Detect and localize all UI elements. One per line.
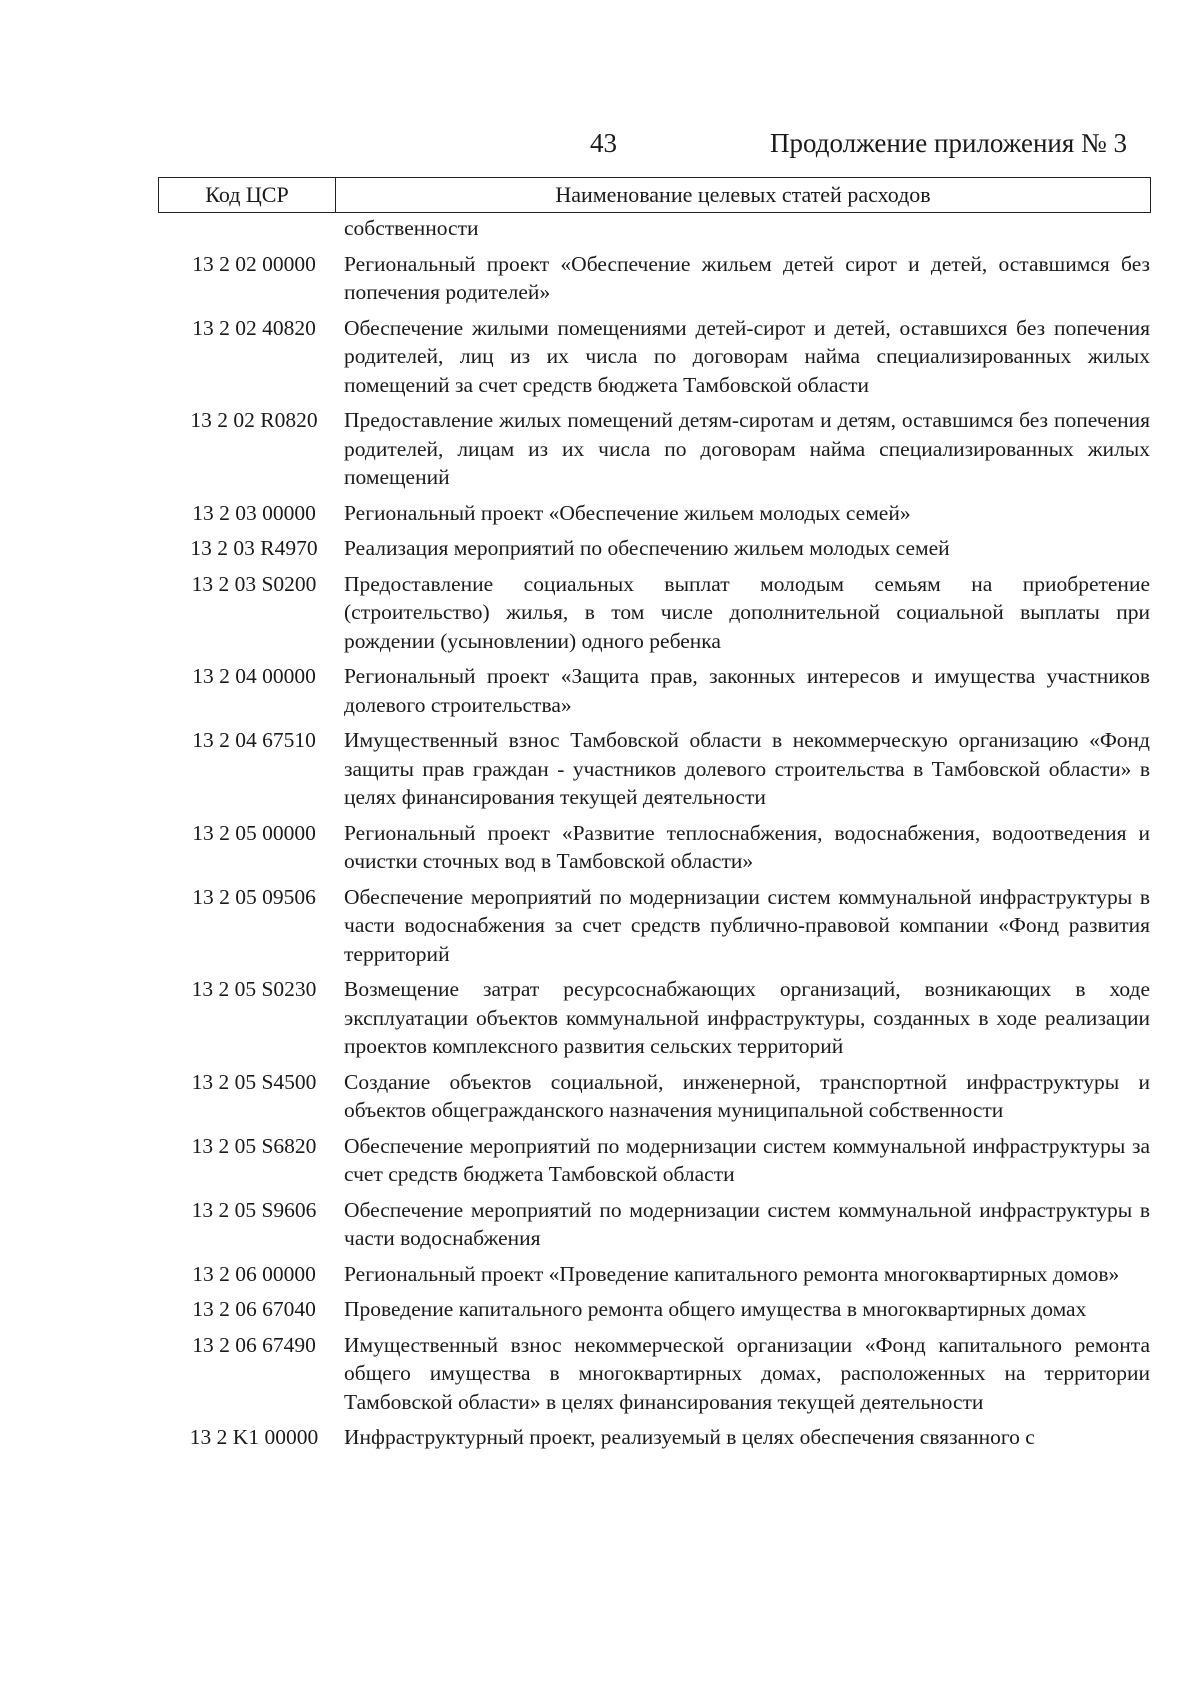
row-name: Обеспечение мероприятий по модернизации систем коммунальной инфраструктуры за счет средств бюджета Тамбовской области bbox=[344, 1133, 1150, 1186]
table-row bbox=[168, 975, 1150, 1061]
row-name: Создание объектов социальной, инженерной, транспортной инфраструктуры и объектов общегражданского назначения муниципальной собственности bbox=[344, 1069, 1150, 1122]
row-code: 13 2 05 S6820 bbox=[191, 1133, 317, 1158]
row-code: 13 2 05 00000 bbox=[192, 820, 316, 845]
row-code: 13 2 06 67040 bbox=[192, 1297, 316, 1321]
row-code: 13 2 K1 00000 bbox=[189, 1425, 319, 1449]
table-row bbox=[168, 1068, 1150, 1125]
row-code: 13 2 02 R0820 bbox=[190, 408, 318, 432]
row-name: Проведение капитального ремонта общего имущества в многоквартирных домах bbox=[344, 1297, 1087, 1321]
table-row bbox=[168, 1423, 1150, 1452]
row-code: 13 2 02 00000 bbox=[192, 251, 316, 276]
row-code: 13 2 05 S9606 bbox=[191, 1197, 317, 1222]
row-name: Предоставление жилых помещений детям-сиротам и детям, оставшимся без попечения родителей, лицам из их числа по договорам найма специализированных жилых помещений bbox=[344, 408, 1150, 489]
row-code: 13 2 05 S4500 bbox=[191, 1069, 317, 1094]
table-row bbox=[168, 1196, 1150, 1253]
table-body bbox=[168, 216, 1150, 1459]
table-row bbox=[168, 1260, 1150, 1289]
table-row bbox=[168, 883, 1150, 969]
row-name: Реализация мероприятий по обеспечению жильем молодых семей bbox=[344, 536, 950, 560]
row-name: Возмещение затрат ресурсоснабжающих организаций, возникающих в ходе эксплуатации объектов коммунальной инфраструктуры, созданных в ходе реализации проектов комплексного развития сельских территорий bbox=[344, 977, 1150, 1058]
table-row bbox=[168, 570, 1150, 656]
row-name: Имущественный взнос некоммерческой организации «Фонд капитального ремонта общего имущества в многоквартирных домах, расположенных на территории Тамбовской области» в целях финансирования текущей деятельности bbox=[344, 1332, 1150, 1414]
row-name: Региональный проект «Обеспечение жильем молодых семей» bbox=[344, 500, 911, 525]
row-name: Обеспечение жилыми помещениями детей-сирот и детей, оставшихся без попечения родителей, лиц из их числа по договорам найма специализированных жилых помещений за счет средств бюджета Тамбовской области bbox=[344, 315, 1150, 397]
row-name: собственности bbox=[344, 216, 479, 240]
row-code: 13 2 03 S0200 bbox=[191, 571, 317, 596]
table-header bbox=[158, 177, 1151, 213]
table-row bbox=[168, 726, 1150, 812]
page-number: 43 bbox=[590, 128, 617, 158]
header-code-column: Код ЦСР bbox=[159, 178, 336, 212]
row-name: Инфраструктурный проект, реализуемый в целях обеспечения связанного с bbox=[344, 1425, 1035, 1449]
row-name: Региональный проект «Проведение капитального ремонта многоквартирных домов» bbox=[344, 1261, 1120, 1286]
row-code: 13 2 05 09506 bbox=[192, 884, 316, 909]
row-name: Обеспечение мероприятий по модернизации систем коммунальной инфраструктуры в части водоснабжения за счет средств публично-правовой компании «Фонд развития территорий bbox=[344, 884, 1150, 966]
row-code: 13 2 02 40820 bbox=[192, 315, 316, 340]
table-row bbox=[168, 662, 1150, 719]
row-code: 13 2 06 67490 bbox=[192, 1332, 316, 1357]
row-code: 13 2 04 00000 bbox=[192, 664, 316, 688]
row-code: 13 2 03 00000 bbox=[192, 500, 316, 525]
table-row bbox=[168, 1331, 1150, 1417]
row-code bbox=[168, 216, 340, 243]
row-code: 13 2 06 00000 bbox=[192, 1261, 316, 1286]
row-name: Обеспечение мероприятий по модернизации систем коммунальной инфраструктуры в части водоснабжения bbox=[344, 1197, 1150, 1250]
table-row bbox=[168, 499, 1150, 528]
table-row bbox=[168, 819, 1150, 876]
table-row bbox=[168, 216, 1150, 243]
table-row bbox=[168, 406, 1150, 492]
row-name: Предоставление социальных выплат молодым семьям на приобретение (строительство) жилья, в том числе дополнительной социальной выплаты при рождении (усыновлении) одного ребенка bbox=[344, 571, 1150, 653]
table-row bbox=[168, 534, 1150, 563]
table-row bbox=[168, 1295, 1150, 1324]
table-row bbox=[168, 250, 1150, 307]
row-name: Региональный проект «Защита прав, законных интересов и имущества участников долевого строительства» bbox=[344, 664, 1150, 717]
table-row bbox=[168, 1132, 1150, 1189]
row-code: 13 2 04 67510 bbox=[192, 728, 316, 752]
continuation-title: Продолжение приложения № 3 bbox=[770, 128, 1128, 158]
table-row bbox=[168, 314, 1150, 400]
header-name-column: Наименование целевых статей расходов bbox=[555, 182, 931, 207]
row-code: 13 2 03 R4970 bbox=[190, 536, 318, 560]
row-name: Региональный проект «Обеспечение жильем детей сирот и детей, оставшимся без попечения родителей» bbox=[344, 251, 1150, 304]
row-name: Региональный проект «Развитие теплоснабжения, водоснабжения, водоотведения и очистки сточных вод в Тамбовской области» bbox=[344, 820, 1150, 873]
row-name: Имущественный взнос Тамбовской области в некоммерческую организацию «Фонд защиты прав граждан - участников долевого строительства в Тамбовской области» в целях финансирования текущей деятельности bbox=[344, 728, 1150, 809]
row-code: 13 2 05 S0230 bbox=[191, 977, 317, 1001]
